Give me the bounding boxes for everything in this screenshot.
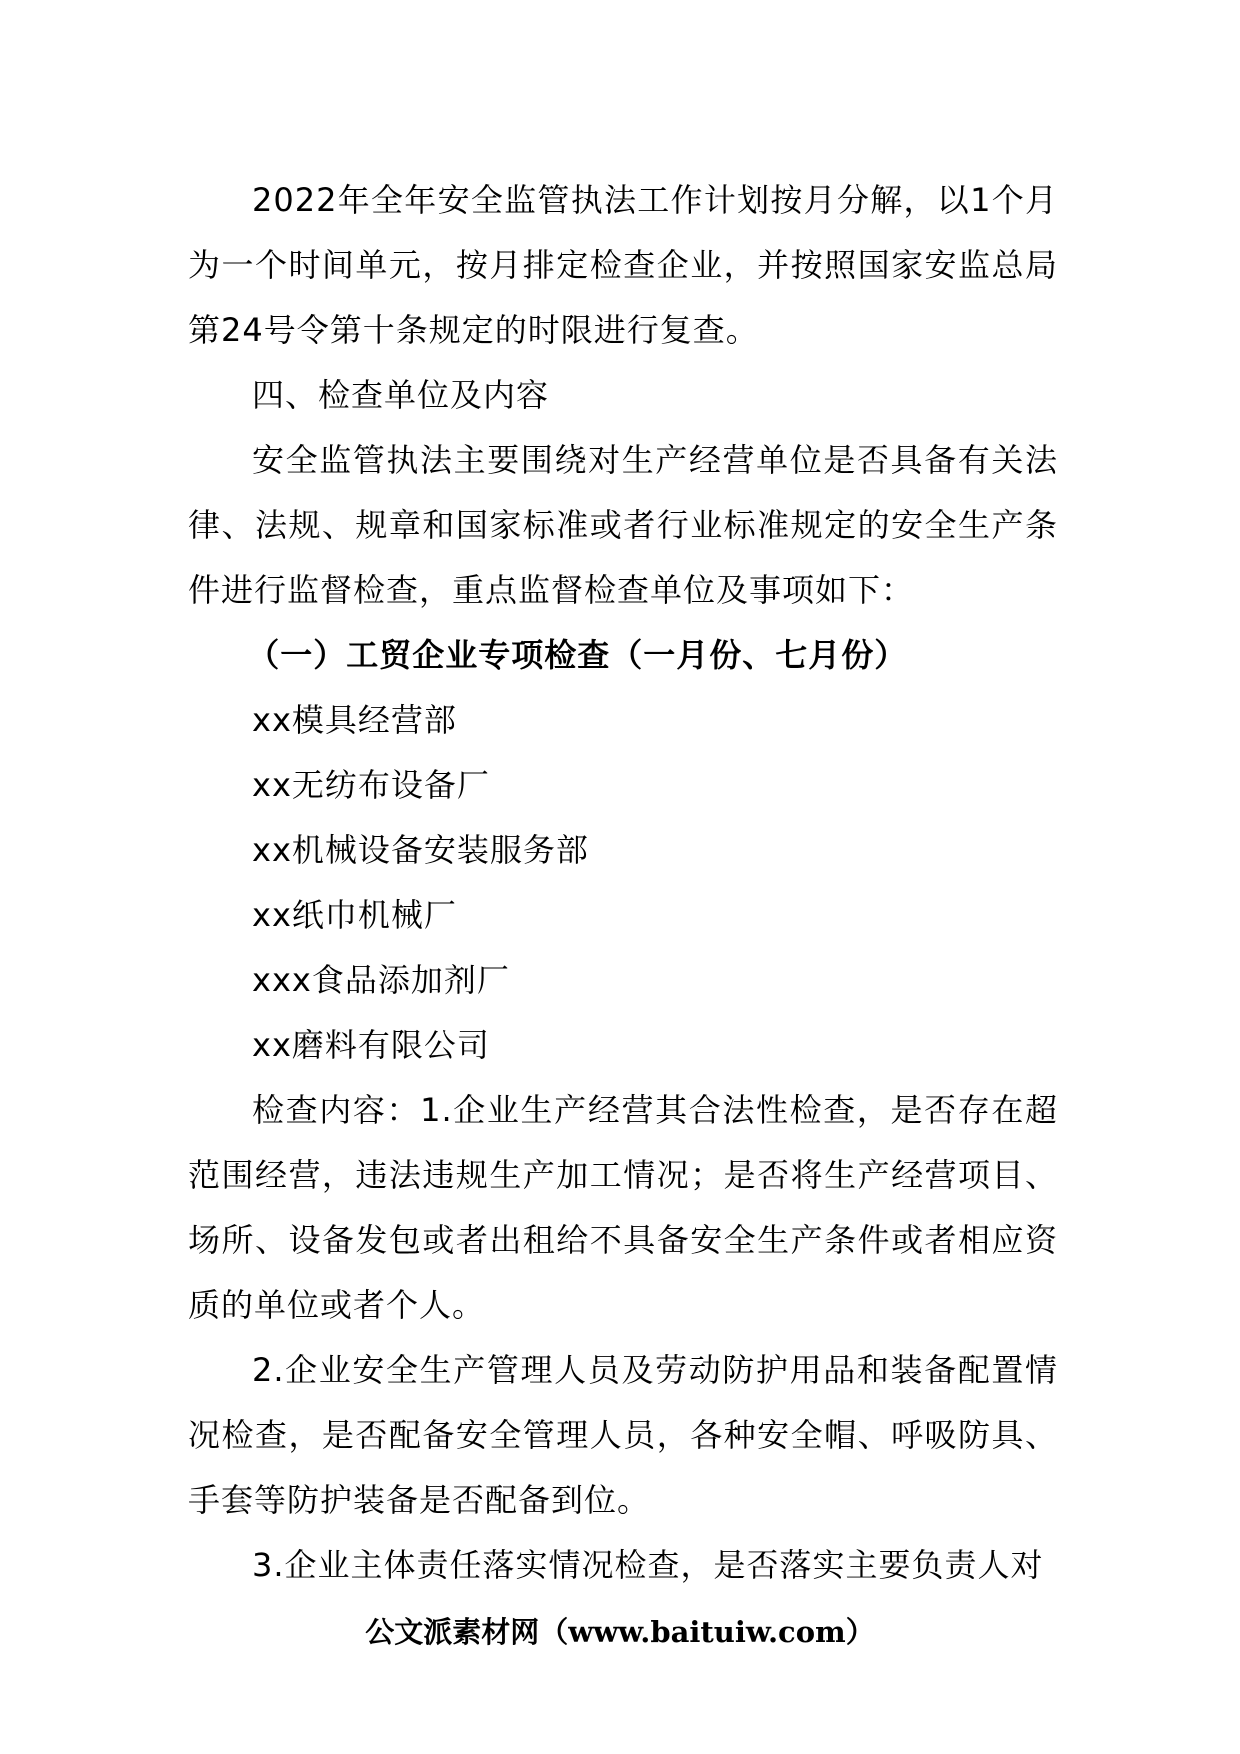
paragraph-inspection-content-2: 2.企业安全生产管理人员及劳动防护用品和装备配置情况检查，是否配备安全管理人员，各种安全帽、呼吸防具、手套等防护装备是否配备到位。: [188, 1351, 1058, 1519]
paragraph-plan-schedule: 2022年全年安全监管执法工作计划按月分解，以1个月为一个时间单元，按月排定检查企业，并按照国家安监总局第24号令第十条规定的时限进行复查。: [188, 181, 1058, 349]
paragraph-inspection-scope: 安全监管执法主要围绕对生产经营单位是否具备有关法律、法规、规章和国家标准或者行业标准规定的安全生产条件进行监督检查，重点监督检查单位及事项如下：: [188, 441, 1058, 609]
page-footer-watermark: 公文派素材网（www.baituiw.com）: [365, 1615, 875, 1649]
paragraph-inspection-content-1: 检查内容：1.企业生产经营其合法性检查，是否存在超范围经营，违法违规生产加工情况；是否将生产经营项目、场所、设备发包或者出租给不具备安全生产条件或者相应资质的单位或者个人。: [188, 1091, 1058, 1324]
company-list-item: xx磨料有限公司: [252, 1026, 490, 1064]
section-heading-inspection-units: 四、检查单位及内容: [252, 376, 550, 414]
company-list-item: xx模具经营部: [252, 701, 457, 739]
document-body: [188, 168, 1058, 1598]
company-list-item: xx纸巾机械厂: [252, 896, 457, 934]
subsection-heading-industrial-trade: （一）工贸企业专项检查（一月份、七月份）: [247, 636, 908, 674]
company-list-item: xx无纺布设备厂: [252, 766, 490, 804]
paragraph-inspection-content-3: 3.企业主体责任落实情况检查，是否落实主要负责人对: [252, 1546, 1044, 1584]
company-list-item: xxx食品添加剂厂: [252, 961, 510, 999]
company-list-item: xx机械设备安装服务部: [252, 831, 589, 869]
